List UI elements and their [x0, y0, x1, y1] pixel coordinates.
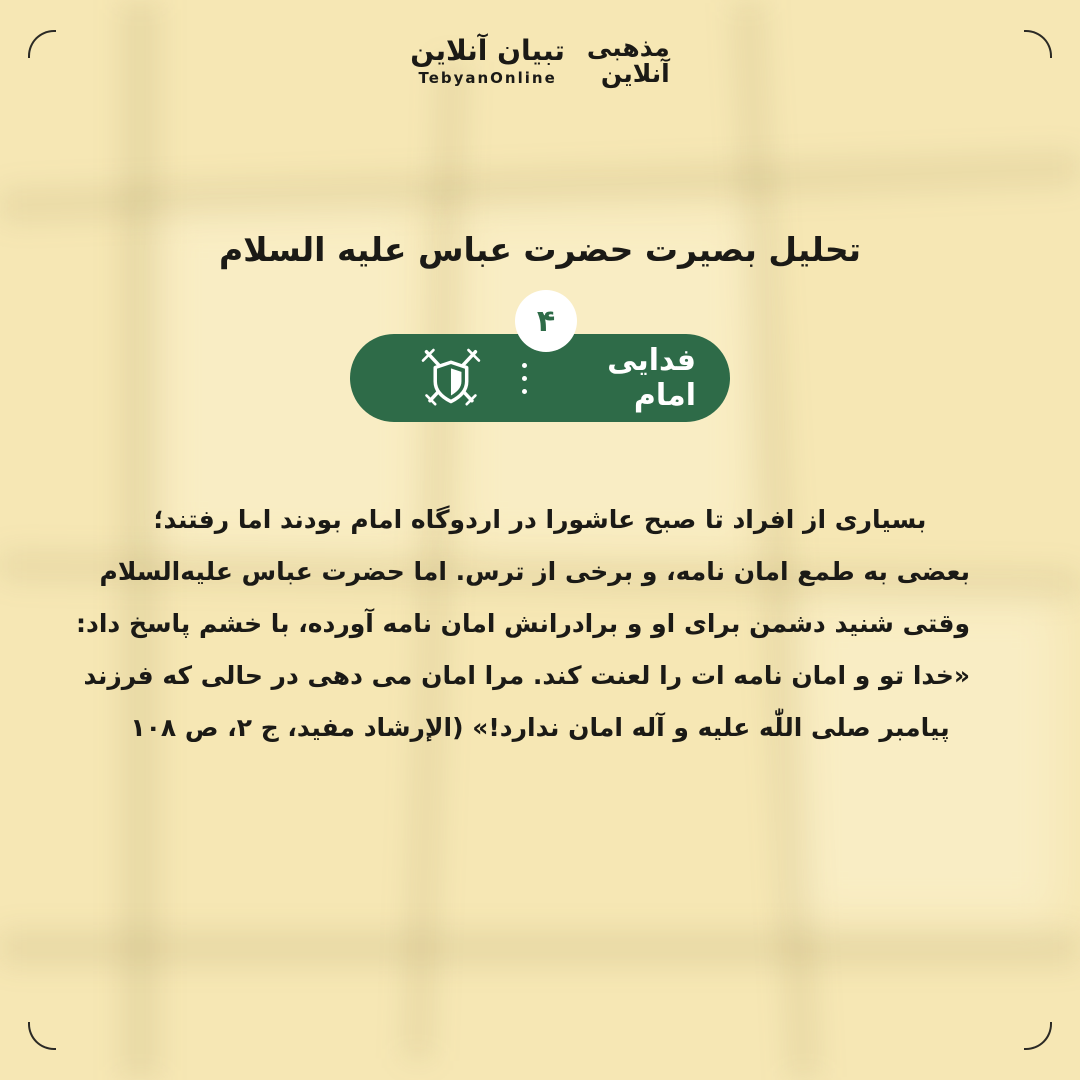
brand-name: تبیان آنلاین [410, 34, 565, 67]
page-title: تحلیل بصیرت حضرت عباس علیه السلام [218, 230, 862, 269]
shield-swords-icon [416, 338, 486, 418]
section-label-line1: مذهبی [586, 33, 670, 62]
body-line: «خدا تو و امان نامه ات را لعنت کند. مرا امان می دهی در حالی که فرزند [83, 661, 970, 690]
number-badge: ۴ [515, 290, 577, 352]
shadow-stripe [0, 930, 1080, 966]
body-line: بسیاری از افراد تا صبح عاشورا در اردوگاه امام بودند اما رفتند؛ [153, 505, 927, 534]
body-line: وقتی شنید دشمن برای او و برادرانش امان نامه آورده، با خشم پاسخ داد: [76, 609, 970, 638]
body-line: پیامبر صلی اللّٰه علیه و آله امان ندارد!» (الإرشاد مفید، ج ۲، ص ۱۰۸ [130, 713, 950, 742]
brand-logo [410, 34, 565, 88]
header-logo [0, 34, 1080, 88]
section-label-line2: آنلاین [600, 59, 670, 88]
corner-frame-bottom-left [28, 1022, 56, 1050]
corner-frame-bottom-right [1024, 1022, 1052, 1050]
topic-label: فدایی امام [607, 343, 696, 413]
separator-dots [522, 363, 527, 394]
section-label [587, 35, 670, 87]
brand-latin: TebyanOnline [418, 69, 557, 87]
body-line: بعضی به طمع امان نامه، و برخی از ترس. اما حضرت عباس علیه‌السلام [99, 557, 970, 586]
body-paragraph [76, 494, 970, 754]
